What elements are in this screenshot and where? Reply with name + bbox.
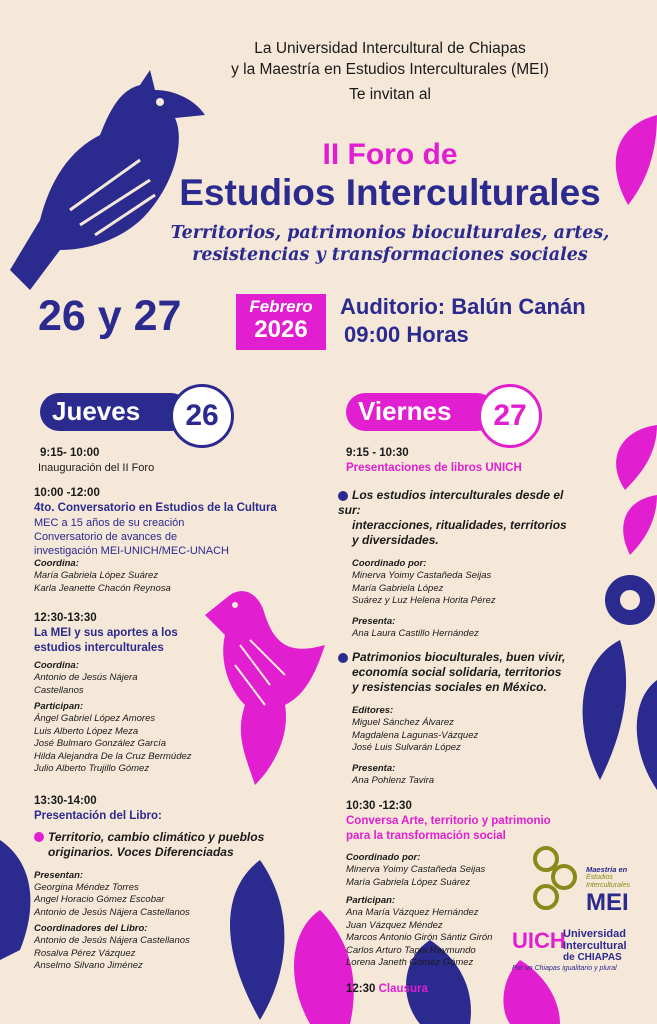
fri-b2-ed-1: Miguel Sánchez Álvarez [352,717,454,728]
event-title-line-1: II Foro de [322,138,458,171]
unich-line-3: de CHIAPAS [563,952,622,963]
fri-s2-part-4: Carlos Arturo Tapia Raymundo [346,944,476,956]
thu-s3-part-3: José Bulmaro González García [34,738,167,749]
thu-s2-line-3: investigación MEI-UNICH/MEC-UNACH [34,545,229,557]
unich-logo [512,926,652,976]
fri-b2-ed-label: Editores: [352,705,394,716]
fri-s2-title-2: para la transformación social [346,830,506,842]
bullet-icon [338,491,348,501]
fri-b1-coord-3: Suárez y Luz Helena Horita Pérez [352,595,496,606]
thursday-number-circle [170,384,234,448]
thu-s2-line-2: Conversatorio de avances de [34,531,178,543]
fri-s1-time: 9:15 - 10:30 [346,447,409,459]
date-month: Febrero [249,297,313,316]
friday-number: 27 [493,399,527,432]
mei-logo-mark [530,843,580,915]
fri-closing [346,982,586,997]
thu-s2-title: 4to. Conversatorio en Estudios de la Cultura [34,502,277,514]
thu-s4-title: Presentación del Libro: [34,809,162,822]
event-title-line-2: Estudios Interculturales [179,172,601,213]
bullet-icon [34,832,44,842]
bullet-icon [338,653,348,663]
thu-s4-book-line-2: originarios. Voces Diferenciadas [48,844,234,859]
fri-s2-coord-label: Coordinado por: [346,852,421,863]
date-year: 2026 [254,316,308,343]
fri-b2-ed-3: José Luis Sulvarán López [352,742,461,753]
thu-s4-coord-label: Coordinadores del Libro: [34,923,148,934]
mei-big: MEI [586,889,629,916]
fri-b1-pres-1: Ana Laura Castillo Hernández [352,627,479,639]
fri-b2-pres-label: Presenta: [352,762,396,774]
start-time: 09:00 Horas [344,322,469,347]
thu-s3-part-5: Julio Alberto Trujillo Gómez [34,763,150,774]
fri-b1-pres-label: Presenta: [352,615,396,627]
mei-small-3: Interculturales [586,882,630,889]
event-days: 26 y 27 [38,292,182,340]
header-line-2: y la Maestría en Estudios Interculturales (MEI) [231,61,549,78]
header-invitation [150,38,630,105]
unich-mark: UICH [512,928,566,953]
thu-s1-time: 9:15- 10:00 [40,447,100,459]
thu-s4-coord-3: Anselmo Silvano Jiménez [34,960,143,971]
unich-line-2: Intercultural [563,940,627,952]
thu-s4-book-text-1: Territorio, cambio climático y pueblos [48,829,265,844]
fri-s2-part-2: Juan Vázquez Méndez [346,919,443,931]
thu-s4-pres-3: Antonio de Jesús Nájera Castellanos [34,906,190,918]
fri-b1-coord-label: Coordinado por: [352,558,427,569]
mei-small-1: Maestría en [586,865,628,874]
thu-s3-part-2: Luis Alberto López Meza [34,725,139,737]
thu-s4-pres-1: Georgina Méndez Torres [34,881,139,893]
thu-s4-time: 13:30-14:00 [34,794,97,807]
friday-number-circle [478,384,542,448]
fri-b1-line-3: y diversidades. [352,533,439,547]
thu-s1-text: Inauguración del II Foro [38,462,155,474]
thu-s2-time: 10:00 -12:00 [34,487,100,499]
fri-b2-text-1: Patrimonios bioculturales, buen vivir, [352,650,566,664]
fri-b1-text-1: Los estudios interculturales desde el sur: [338,488,564,517]
fri-s2-part-3: Marcos Antonio Girón Sántiz Girón [346,932,493,943]
fri-s2-part-1: Ana María Vázquez Hernández [346,907,479,918]
thu-s2-coord-1: María Gabriela López Suárez [34,570,159,581]
unich-line-1: Universidad [563,928,626,940]
thursday-number: 26 [185,399,219,432]
event-subtitle [150,222,630,266]
thu-s3-coord-label: Coordina: [34,660,79,671]
thu-s3-time: 12:30-13:30 [34,612,97,624]
thu-s4-pres-label: Presentan: [34,869,84,881]
thu-s3-part-label: Participan: [34,701,84,712]
fri-s2-title-1: Conversa Arte, territorio y patrimonio [346,815,551,827]
fri-s2-part-5: Lorena Janeth Gómez Gómez [346,957,474,968]
event-subtitle-line-2: resistencias y transformaciones sociales [192,245,588,265]
thu-s2-line-1: MEC a 15 años de su creación [34,517,185,529]
header-invite: Te invitan al [349,86,431,103]
fri-s2-coord-2: María Gabriela López Suárez [346,876,471,888]
thu-s4-coord-2: Rosalva Pérez Vázquez [34,947,136,959]
thu-s3-coord-1: Antonio de Jesús Nájera [34,672,138,683]
mei-logo [530,843,650,918]
thu-s4-book-line-1 [34,830,334,845]
fri-s2-coord-1: Minerva Yoimy Castañeda Seijas [346,864,486,875]
thu-s3-title-1: La MEI y sus aportes a los [34,627,178,639]
thu-s4-coord-1: Antonio de Jesús Nájera Castellanos [34,935,190,946]
fri-b2-line-2: economía social solidaria, territorios [352,665,562,679]
thursday-schedule [34,446,334,973]
friday-label: Viernes [358,396,452,426]
thu-s3-coord-2: Castellanos [34,684,84,696]
thu-s2-coord-2: Karla Jeanette Chacón Reynosa [34,582,171,594]
thu-s3-part-4: Hilda Alejandra De la Cruz Bermúdez [34,750,192,762]
fri-b1-line-1 [338,488,586,518]
fri-b2-pres-1: Ana Pohlenz Tavira [352,774,435,786]
fri-s2-time: 10:30 -12:30 [346,800,412,812]
fri-b2-ed-2: Magdalena Lagunas-Vázquez [352,729,479,741]
thursday-label: Jueves [52,396,141,426]
thu-s3-title-2: estudios interculturales [34,642,164,654]
date-badge [236,294,326,350]
mei-small-2: Estudios [586,874,613,881]
event-subtitle-line-1: Territorios, patrimonios bioculturales, artes, [170,223,610,243]
fri-b1-line-2: interacciones, ritualidades, territorios [352,518,567,532]
decorative-pink-leaves-right [585,420,657,560]
fri-b1-coord-2: María Gabriela López [352,582,444,594]
fri-b1-coord-1: Minerva Yoimy Castañeda Seijas [352,570,492,581]
fri-s1-title: Presentaciones de libros UNICH [346,462,522,474]
fri-close-label: Clausura [378,982,428,995]
unich-slogan: Por un Chiapas igualitario y plural [512,965,617,972]
venue: Auditorio: Balún Canán [340,294,586,319]
fri-b2-line-1 [338,650,586,665]
fri-close-time: 12:30 [346,982,376,995]
thu-s4-pres-2: Angel Horacio Gómez Escobar [34,894,165,905]
fri-b2-line-3: y resistencias sociales en México. [352,680,547,694]
header-line-1: La Universidad Intercultural de Chiapas [254,40,526,57]
thu-s2-coord-label: Coordina: [34,558,79,569]
fri-s2-part-label: Participan: [346,895,396,906]
thu-s3-part-1: Ángel Gabriel López Amores [34,713,156,724]
